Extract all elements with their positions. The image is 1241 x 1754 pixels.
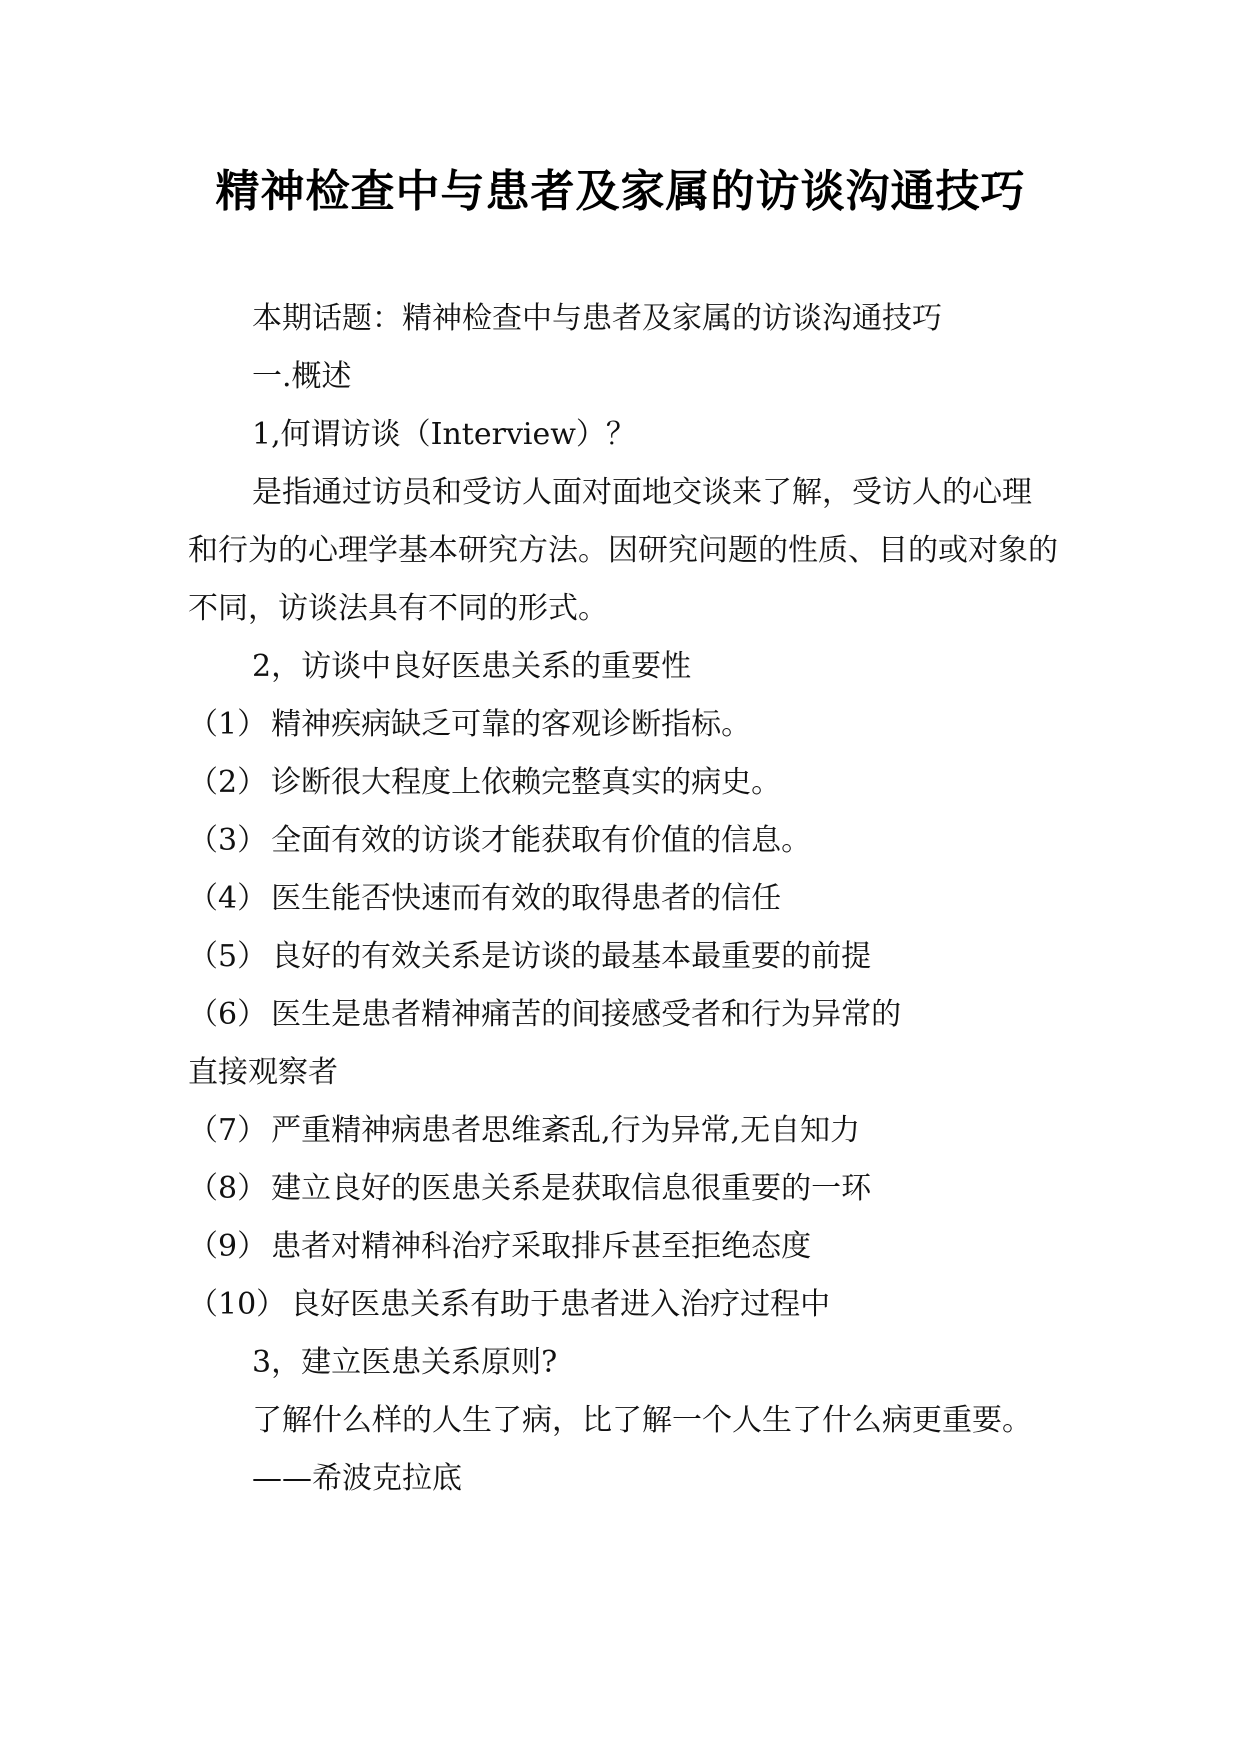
question-three-heading: 3，建立医患关系原则? <box>252 1345 558 1380</box>
list-item-continuation: 直接观察者 <box>188 1055 338 1090</box>
list-item <box>188 1218 1058 1276</box>
list-item-text: 严重精神病患者思维紊乱,行为异常,无自知力 <box>271 1113 861 1148</box>
list-item-number: （9） <box>188 1229 268 1264</box>
list-item-number: （10） <box>188 1287 287 1322</box>
list-item-number: （1） <box>188 707 268 742</box>
list-item-text: 建立良好的医患关系是获取信息很重要的一环 <box>271 1171 872 1206</box>
list-item-text: 医生是患者精神痛苦的间接感受者和行为异常的 <box>271 997 902 1032</box>
document-body <box>188 290 1058 1508</box>
list-item-number: （3） <box>188 823 268 858</box>
list-item-text: 医生能否快速而有效的取得患者的信任 <box>271 881 782 916</box>
list-item-text: 诊断很大程度上依赖完整真实的病史。 <box>271 765 782 800</box>
list-item-text: 患者对精神科治疗采取排斥甚至拒绝态度 <box>271 1229 812 1264</box>
topic-line: 本期话题：精神检查中与患者及家属的访谈沟通技巧 <box>252 301 942 336</box>
list-item-text: 全面有效的访谈才能获取有价值的信息。 <box>271 823 812 858</box>
question-two-heading: 2，访谈中良好医患关系的重要性 <box>252 649 692 684</box>
document-title: 精神检查中与患者及家属的访谈沟通技巧 <box>215 166 1026 217</box>
list-item-number: （6） <box>188 997 268 1032</box>
list-item-number: （7） <box>188 1113 268 1148</box>
list-item-text: 良好医患关系有助于患者进入治疗过程中 <box>290 1287 831 1322</box>
list-item <box>188 1160 1058 1218</box>
list-item <box>188 986 1058 1044</box>
list-item-number: （2） <box>188 765 268 800</box>
list-item <box>188 1102 1058 1160</box>
list-item <box>188 928 1058 986</box>
quote-text: 了解什么样的人生了病，比了解一个人生了什么病更重要。 <box>252 1403 1032 1438</box>
list-item-number: （8） <box>188 1171 268 1206</box>
list-item-number: （5） <box>188 939 268 974</box>
question-one-paragraph: 是指通过访员和受访人面对面地交谈来了解，受访人的心理和行为的心理学基本研究方法。因研究问题的性质、目的或对象的不同，访谈法具有不同的形式。 <box>188 475 1058 626</box>
list-item-number: （4） <box>188 881 268 916</box>
list-item-text: 精神疾病缺乏可靠的客观诊断指标。 <box>271 707 752 742</box>
list-item <box>188 1276 1058 1334</box>
section-one-heading: 一.概述 <box>252 359 352 394</box>
list-item <box>188 754 1058 812</box>
quote-author: ——希波克拉底 <box>252 1461 462 1496</box>
list-item-text: 良好的有效关系是访谈的最基本最重要的前提 <box>271 939 872 974</box>
question-one-heading: 1,何谓访谈（Interview）？ <box>252 417 636 452</box>
list-item <box>188 696 1058 754</box>
list-item <box>188 812 1058 870</box>
list-item <box>188 870 1058 928</box>
